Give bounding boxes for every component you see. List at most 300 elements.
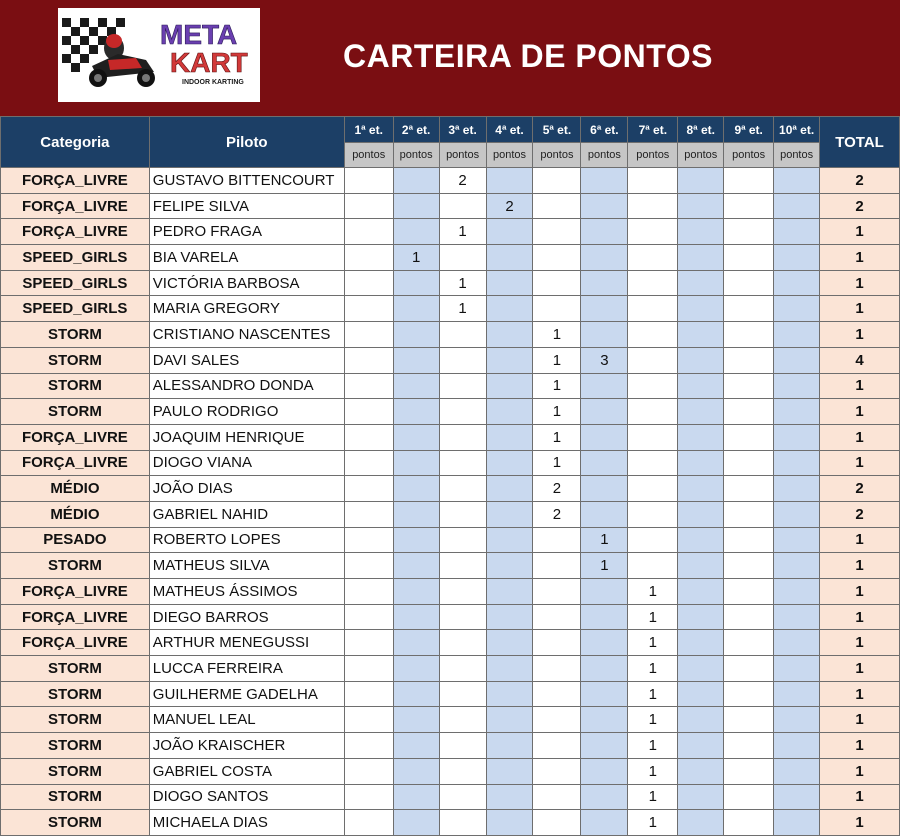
stage-points-cell	[486, 501, 533, 527]
category-cell: STORM	[1, 707, 150, 733]
column-subheader-points: pontos	[486, 143, 533, 168]
pilot-cell: GUILHERME GADELHA	[149, 681, 344, 707]
category-cell: STORM	[1, 553, 150, 579]
column-header-stage: 10ª et.	[774, 117, 820, 143]
total-cell: 1	[820, 579, 900, 605]
stage-points-cell	[486, 476, 533, 502]
stage-points-cell	[628, 245, 678, 271]
category-cell: STORM	[1, 373, 150, 399]
stage-points-cell	[678, 733, 724, 759]
stage-points-cell	[724, 810, 774, 836]
stage-points-cell	[581, 245, 628, 271]
pilot-cell: GUSTAVO BITTENCOURT	[149, 168, 344, 194]
stage-points-cell	[393, 193, 439, 219]
stage-points-cell	[678, 758, 724, 784]
column-header-category: Categoria	[1, 117, 150, 168]
total-cell: 1	[820, 399, 900, 425]
stage-points-cell	[439, 399, 486, 425]
stage-points-cell	[486, 527, 533, 553]
stage-points-cell	[393, 733, 439, 759]
stage-points-cell	[344, 399, 393, 425]
stage-points-cell	[678, 399, 724, 425]
stage-points-cell	[393, 656, 439, 682]
stage-points-cell	[774, 656, 820, 682]
stage-points-cell	[724, 579, 774, 605]
total-cell: 1	[820, 681, 900, 707]
total-cell: 1	[820, 373, 900, 399]
stage-points-cell: 1	[628, 656, 678, 682]
stage-points-cell	[344, 219, 393, 245]
stage-points-cell	[774, 784, 820, 810]
stage-points-cell	[581, 656, 628, 682]
stage-points-cell	[678, 553, 724, 579]
stage-points-cell	[344, 656, 393, 682]
category-cell: STORM	[1, 784, 150, 810]
table-row	[1, 322, 900, 348]
table-row	[1, 681, 900, 707]
stage-points-cell: 1	[628, 810, 678, 836]
total-cell: 1	[820, 553, 900, 579]
table-row	[1, 656, 900, 682]
category-cell: FORÇA_LIVRE	[1, 424, 150, 450]
stage-points-cell	[439, 193, 486, 219]
total-cell: 1	[820, 450, 900, 476]
stage-points-cell	[581, 501, 628, 527]
table-row	[1, 604, 900, 630]
total-cell: 1	[820, 604, 900, 630]
stage-points-cell	[724, 245, 774, 271]
stage-points-cell	[678, 501, 724, 527]
stage-points-cell	[533, 579, 581, 605]
stage-points-cell	[678, 373, 724, 399]
column-header-stage: 8ª et.	[678, 117, 724, 143]
total-cell: 1	[820, 245, 900, 271]
stage-points-cell	[393, 604, 439, 630]
stage-points-cell	[393, 681, 439, 707]
stage-points-cell	[439, 630, 486, 656]
pilot-cell: FELIPE SILVA	[149, 193, 344, 219]
stage-points-cell	[533, 707, 581, 733]
stage-points-cell: 2	[533, 476, 581, 502]
stage-points-cell	[581, 270, 628, 296]
stage-points-cell	[393, 527, 439, 553]
stage-points-cell	[628, 193, 678, 219]
total-cell: 1	[820, 424, 900, 450]
stage-points-cell	[486, 245, 533, 271]
table-row	[1, 476, 900, 502]
stage-points-cell	[724, 322, 774, 348]
stage-points-cell	[439, 450, 486, 476]
stage-points-cell	[724, 604, 774, 630]
total-cell: 2	[820, 168, 900, 194]
stage-points-cell	[678, 681, 724, 707]
stage-points-cell	[724, 681, 774, 707]
stage-points-cell	[393, 579, 439, 605]
pilot-cell: PAULO RODRIGO	[149, 399, 344, 425]
stage-points-cell	[678, 450, 724, 476]
stage-points-cell	[393, 784, 439, 810]
table-row	[1, 553, 900, 579]
stage-points-cell	[678, 193, 724, 219]
stage-points-cell: 2	[533, 501, 581, 527]
pilot-cell: JOÃO KRAISCHER	[149, 733, 344, 759]
stage-points-cell	[628, 270, 678, 296]
pilot-cell: CRISTIANO NASCENTES	[149, 322, 344, 348]
stage-points-cell	[344, 168, 393, 194]
stage-points-cell	[344, 733, 393, 759]
stage-points-cell	[344, 245, 393, 271]
stage-points-cell	[344, 476, 393, 502]
stage-points-cell	[678, 245, 724, 271]
stage-points-cell: 1	[628, 604, 678, 630]
table-row	[1, 501, 900, 527]
stage-points-cell	[628, 168, 678, 194]
stage-points-cell	[724, 219, 774, 245]
total-cell: 2	[820, 476, 900, 502]
stage-points-cell	[344, 553, 393, 579]
column-header-stage: 3ª et.	[439, 117, 486, 143]
stage-points-cell	[393, 168, 439, 194]
total-cell: 2	[820, 193, 900, 219]
stage-points-cell	[724, 553, 774, 579]
stage-points-cell	[628, 296, 678, 322]
stage-points-cell	[486, 270, 533, 296]
stage-points-cell	[533, 630, 581, 656]
stage-points-cell	[393, 399, 439, 425]
pilot-cell: PEDRO FRAGA	[149, 219, 344, 245]
stage-points-cell	[581, 424, 628, 450]
stage-points-cell	[724, 784, 774, 810]
stage-points-cell	[439, 733, 486, 759]
stage-points-cell	[393, 758, 439, 784]
stage-points-cell	[774, 501, 820, 527]
column-subheader-points: pontos	[724, 143, 774, 168]
stage-points-cell	[344, 322, 393, 348]
category-cell: SPEED_GIRLS	[1, 296, 150, 322]
stage-points-cell	[628, 527, 678, 553]
stage-points-cell	[486, 681, 533, 707]
table-row	[1, 373, 900, 399]
category-cell: STORM	[1, 322, 150, 348]
stage-points-cell	[393, 296, 439, 322]
stage-points-cell	[393, 707, 439, 733]
stage-points-cell	[628, 476, 678, 502]
stage-points-cell	[774, 579, 820, 605]
table-row	[1, 168, 900, 194]
total-cell: 1	[820, 810, 900, 836]
stage-points-cell	[774, 681, 820, 707]
stage-points-cell	[486, 656, 533, 682]
category-cell: PESADO	[1, 527, 150, 553]
stage-points-cell	[439, 553, 486, 579]
stage-points-cell: 1	[628, 579, 678, 605]
stage-points-cell	[678, 527, 724, 553]
stage-points-cell	[533, 604, 581, 630]
stage-points-cell	[678, 707, 724, 733]
total-cell: 1	[820, 733, 900, 759]
stage-points-cell	[533, 527, 581, 553]
stage-points-cell	[439, 656, 486, 682]
stage-points-cell	[581, 450, 628, 476]
column-subheader-points: pontos	[533, 143, 581, 168]
stage-points-cell	[486, 707, 533, 733]
stage-points-cell	[724, 450, 774, 476]
table-row	[1, 296, 900, 322]
stage-points-cell	[344, 501, 393, 527]
stage-points-cell	[486, 347, 533, 373]
stage-points-cell	[724, 758, 774, 784]
stage-points-cell: 1	[581, 553, 628, 579]
stage-points-cell	[344, 810, 393, 836]
stage-points-cell	[393, 630, 439, 656]
stage-points-cell	[581, 168, 628, 194]
stage-points-cell	[678, 579, 724, 605]
stage-points-cell	[439, 681, 486, 707]
stage-points-cell	[486, 630, 533, 656]
stage-points-cell	[724, 630, 774, 656]
total-cell: 1	[820, 630, 900, 656]
table-row	[1, 399, 900, 425]
stage-points-cell: 1	[628, 681, 678, 707]
stage-points-cell	[581, 681, 628, 707]
stage-points-cell	[774, 399, 820, 425]
stage-points-cell	[628, 373, 678, 399]
column-header-pilot: Piloto	[149, 117, 344, 168]
stage-points-cell	[581, 322, 628, 348]
stage-points-cell	[486, 733, 533, 759]
stage-points-cell	[774, 322, 820, 348]
stage-points-cell	[678, 810, 724, 836]
stage-points-cell	[628, 219, 678, 245]
stage-points-cell	[533, 245, 581, 271]
table-row	[1, 733, 900, 759]
stage-points-cell	[628, 501, 678, 527]
stage-points-cell	[724, 707, 774, 733]
stage-points-cell	[678, 630, 724, 656]
stage-points-cell	[724, 168, 774, 194]
stage-points-cell	[774, 450, 820, 476]
stage-points-cell	[724, 476, 774, 502]
stage-points-cell	[393, 476, 439, 502]
category-cell: FORÇA_LIVRE	[1, 450, 150, 476]
table-row	[1, 245, 900, 271]
column-header-stage: 9ª et.	[724, 117, 774, 143]
pilot-cell: JOÃO DIAS	[149, 476, 344, 502]
total-cell: 1	[820, 219, 900, 245]
stage-points-cell	[678, 296, 724, 322]
stage-points-cell: 1	[628, 758, 678, 784]
stage-points-cell	[678, 604, 724, 630]
pilot-cell: DAVI SALES	[149, 347, 344, 373]
total-cell: 1	[820, 527, 900, 553]
stage-points-cell: 1	[533, 424, 581, 450]
stage-points-cell	[533, 681, 581, 707]
table-row	[1, 270, 900, 296]
stage-points-cell	[724, 347, 774, 373]
stage-points-cell: 1	[439, 219, 486, 245]
stage-points-cell	[344, 630, 393, 656]
logo-kart-text: KART	[170, 47, 248, 78]
stage-points-cell: 1	[393, 245, 439, 271]
stage-points-cell	[581, 193, 628, 219]
stage-points-cell	[393, 270, 439, 296]
stage-points-cell	[774, 810, 820, 836]
total-cell: 1	[820, 784, 900, 810]
column-subheader-points: pontos	[628, 143, 678, 168]
category-cell: FORÇA_LIVRE	[1, 579, 150, 605]
pilot-cell: MICHAELA DIAS	[149, 810, 344, 836]
column-header-stage: 7ª et.	[628, 117, 678, 143]
category-cell: STORM	[1, 656, 150, 682]
column-header-stage: 2ª et.	[393, 117, 439, 143]
total-cell: 1	[820, 656, 900, 682]
stage-points-cell	[581, 810, 628, 836]
pilot-cell: DIEGO BARROS	[149, 604, 344, 630]
stage-points-cell	[628, 399, 678, 425]
stage-points-cell: 1	[581, 527, 628, 553]
stage-points-cell	[774, 707, 820, 733]
stage-points-cell	[439, 322, 486, 348]
stage-points-cell	[774, 219, 820, 245]
stage-points-cell: 1	[628, 707, 678, 733]
pilot-cell: LUCCA FERREIRA	[149, 656, 344, 682]
category-cell: STORM	[1, 681, 150, 707]
stage-points-cell	[393, 553, 439, 579]
stage-points-cell	[486, 296, 533, 322]
stage-points-cell	[581, 604, 628, 630]
column-subheader-points: pontos	[581, 143, 628, 168]
column-header-stage: 6ª et.	[581, 117, 628, 143]
stage-points-cell	[393, 424, 439, 450]
stage-points-cell	[533, 168, 581, 194]
pilot-cell: MARIA GREGORY	[149, 296, 344, 322]
stage-points-cell	[533, 219, 581, 245]
category-cell: FORÇA_LIVRE	[1, 219, 150, 245]
table-row	[1, 450, 900, 476]
stage-points-cell: 1	[533, 347, 581, 373]
stage-points-cell	[533, 270, 581, 296]
stage-points-cell	[344, 296, 393, 322]
stage-points-cell	[344, 604, 393, 630]
stage-points-cell	[774, 270, 820, 296]
total-cell: 1	[820, 322, 900, 348]
category-cell: STORM	[1, 758, 150, 784]
stage-points-cell	[439, 758, 486, 784]
stage-points-cell	[774, 373, 820, 399]
stage-points-cell	[678, 347, 724, 373]
pilot-cell: ROBERTO LOPES	[149, 527, 344, 553]
stage-points-cell	[344, 579, 393, 605]
category-cell: FORÇA_LIVRE	[1, 168, 150, 194]
stage-points-cell	[581, 219, 628, 245]
column-header-total: TOTAL	[820, 117, 900, 168]
stage-points-cell	[774, 296, 820, 322]
stage-points-cell	[678, 322, 724, 348]
stage-points-cell	[486, 579, 533, 605]
stage-points-cell	[581, 296, 628, 322]
pilot-cell: ARTHUR MENEGUSSI	[149, 630, 344, 656]
category-cell: STORM	[1, 347, 150, 373]
stage-points-cell	[486, 399, 533, 425]
stage-points-cell	[724, 399, 774, 425]
pilot-cell: VICTÓRIA BARBOSA	[149, 270, 344, 296]
stage-points-cell	[678, 784, 724, 810]
stage-points-cell	[486, 553, 533, 579]
stage-points-cell	[774, 424, 820, 450]
stage-points-cell	[344, 270, 393, 296]
total-cell: 1	[820, 296, 900, 322]
stage-points-cell	[774, 527, 820, 553]
stage-points-cell	[774, 758, 820, 784]
category-cell: MÉDIO	[1, 476, 150, 502]
stage-points-cell	[533, 553, 581, 579]
table-row	[1, 347, 900, 373]
stage-points-cell	[533, 296, 581, 322]
stage-points-cell: 1	[628, 784, 678, 810]
pilot-cell: GABRIEL COSTA	[149, 758, 344, 784]
stage-points-cell	[533, 733, 581, 759]
stage-points-cell	[678, 219, 724, 245]
stage-points-cell	[774, 476, 820, 502]
stage-points-cell	[486, 373, 533, 399]
total-cell: 2	[820, 501, 900, 527]
stage-points-cell: 1	[439, 296, 486, 322]
stage-points-cell	[678, 656, 724, 682]
stage-points-cell	[344, 347, 393, 373]
column-subheader-points: pontos	[774, 143, 820, 168]
stage-points-cell	[344, 450, 393, 476]
column-subheader-points: pontos	[678, 143, 724, 168]
stage-points-cell	[344, 758, 393, 784]
stage-points-cell: 1	[533, 322, 581, 348]
stage-points-cell	[628, 553, 678, 579]
stage-points-cell	[774, 553, 820, 579]
pilot-cell: JOAQUIM HENRIQUE	[149, 424, 344, 450]
stage-points-cell	[774, 604, 820, 630]
stage-points-cell	[439, 527, 486, 553]
stage-points-cell	[486, 168, 533, 194]
category-cell: FORÇA_LIVRE	[1, 630, 150, 656]
stage-points-cell	[774, 168, 820, 194]
stage-points-cell: 2	[486, 193, 533, 219]
logo-tagline: INDOOR KARTING	[182, 79, 244, 86]
stage-points-cell	[724, 527, 774, 553]
stage-points-cell	[393, 810, 439, 836]
points-table	[0, 116, 900, 836]
table-row	[1, 810, 900, 836]
stage-points-cell	[393, 450, 439, 476]
stage-points-cell	[533, 810, 581, 836]
stage-points-cell: 3	[581, 347, 628, 373]
stage-points-cell	[533, 193, 581, 219]
stage-points-cell	[533, 758, 581, 784]
table-row	[1, 424, 900, 450]
stage-points-cell	[581, 733, 628, 759]
stage-points-cell	[486, 784, 533, 810]
stage-points-cell	[724, 733, 774, 759]
stage-points-cell	[533, 656, 581, 682]
total-cell: 1	[820, 707, 900, 733]
category-cell: SPEED_GIRLS	[1, 245, 150, 271]
pilot-cell: MANUEL LEAL	[149, 707, 344, 733]
stage-points-cell	[581, 630, 628, 656]
stage-points-cell	[628, 347, 678, 373]
category-cell: MÉDIO	[1, 501, 150, 527]
meta-kart-logo	[58, 8, 260, 102]
stage-points-cell: 1	[533, 399, 581, 425]
stage-points-cell	[724, 373, 774, 399]
stage-points-cell	[486, 322, 533, 348]
